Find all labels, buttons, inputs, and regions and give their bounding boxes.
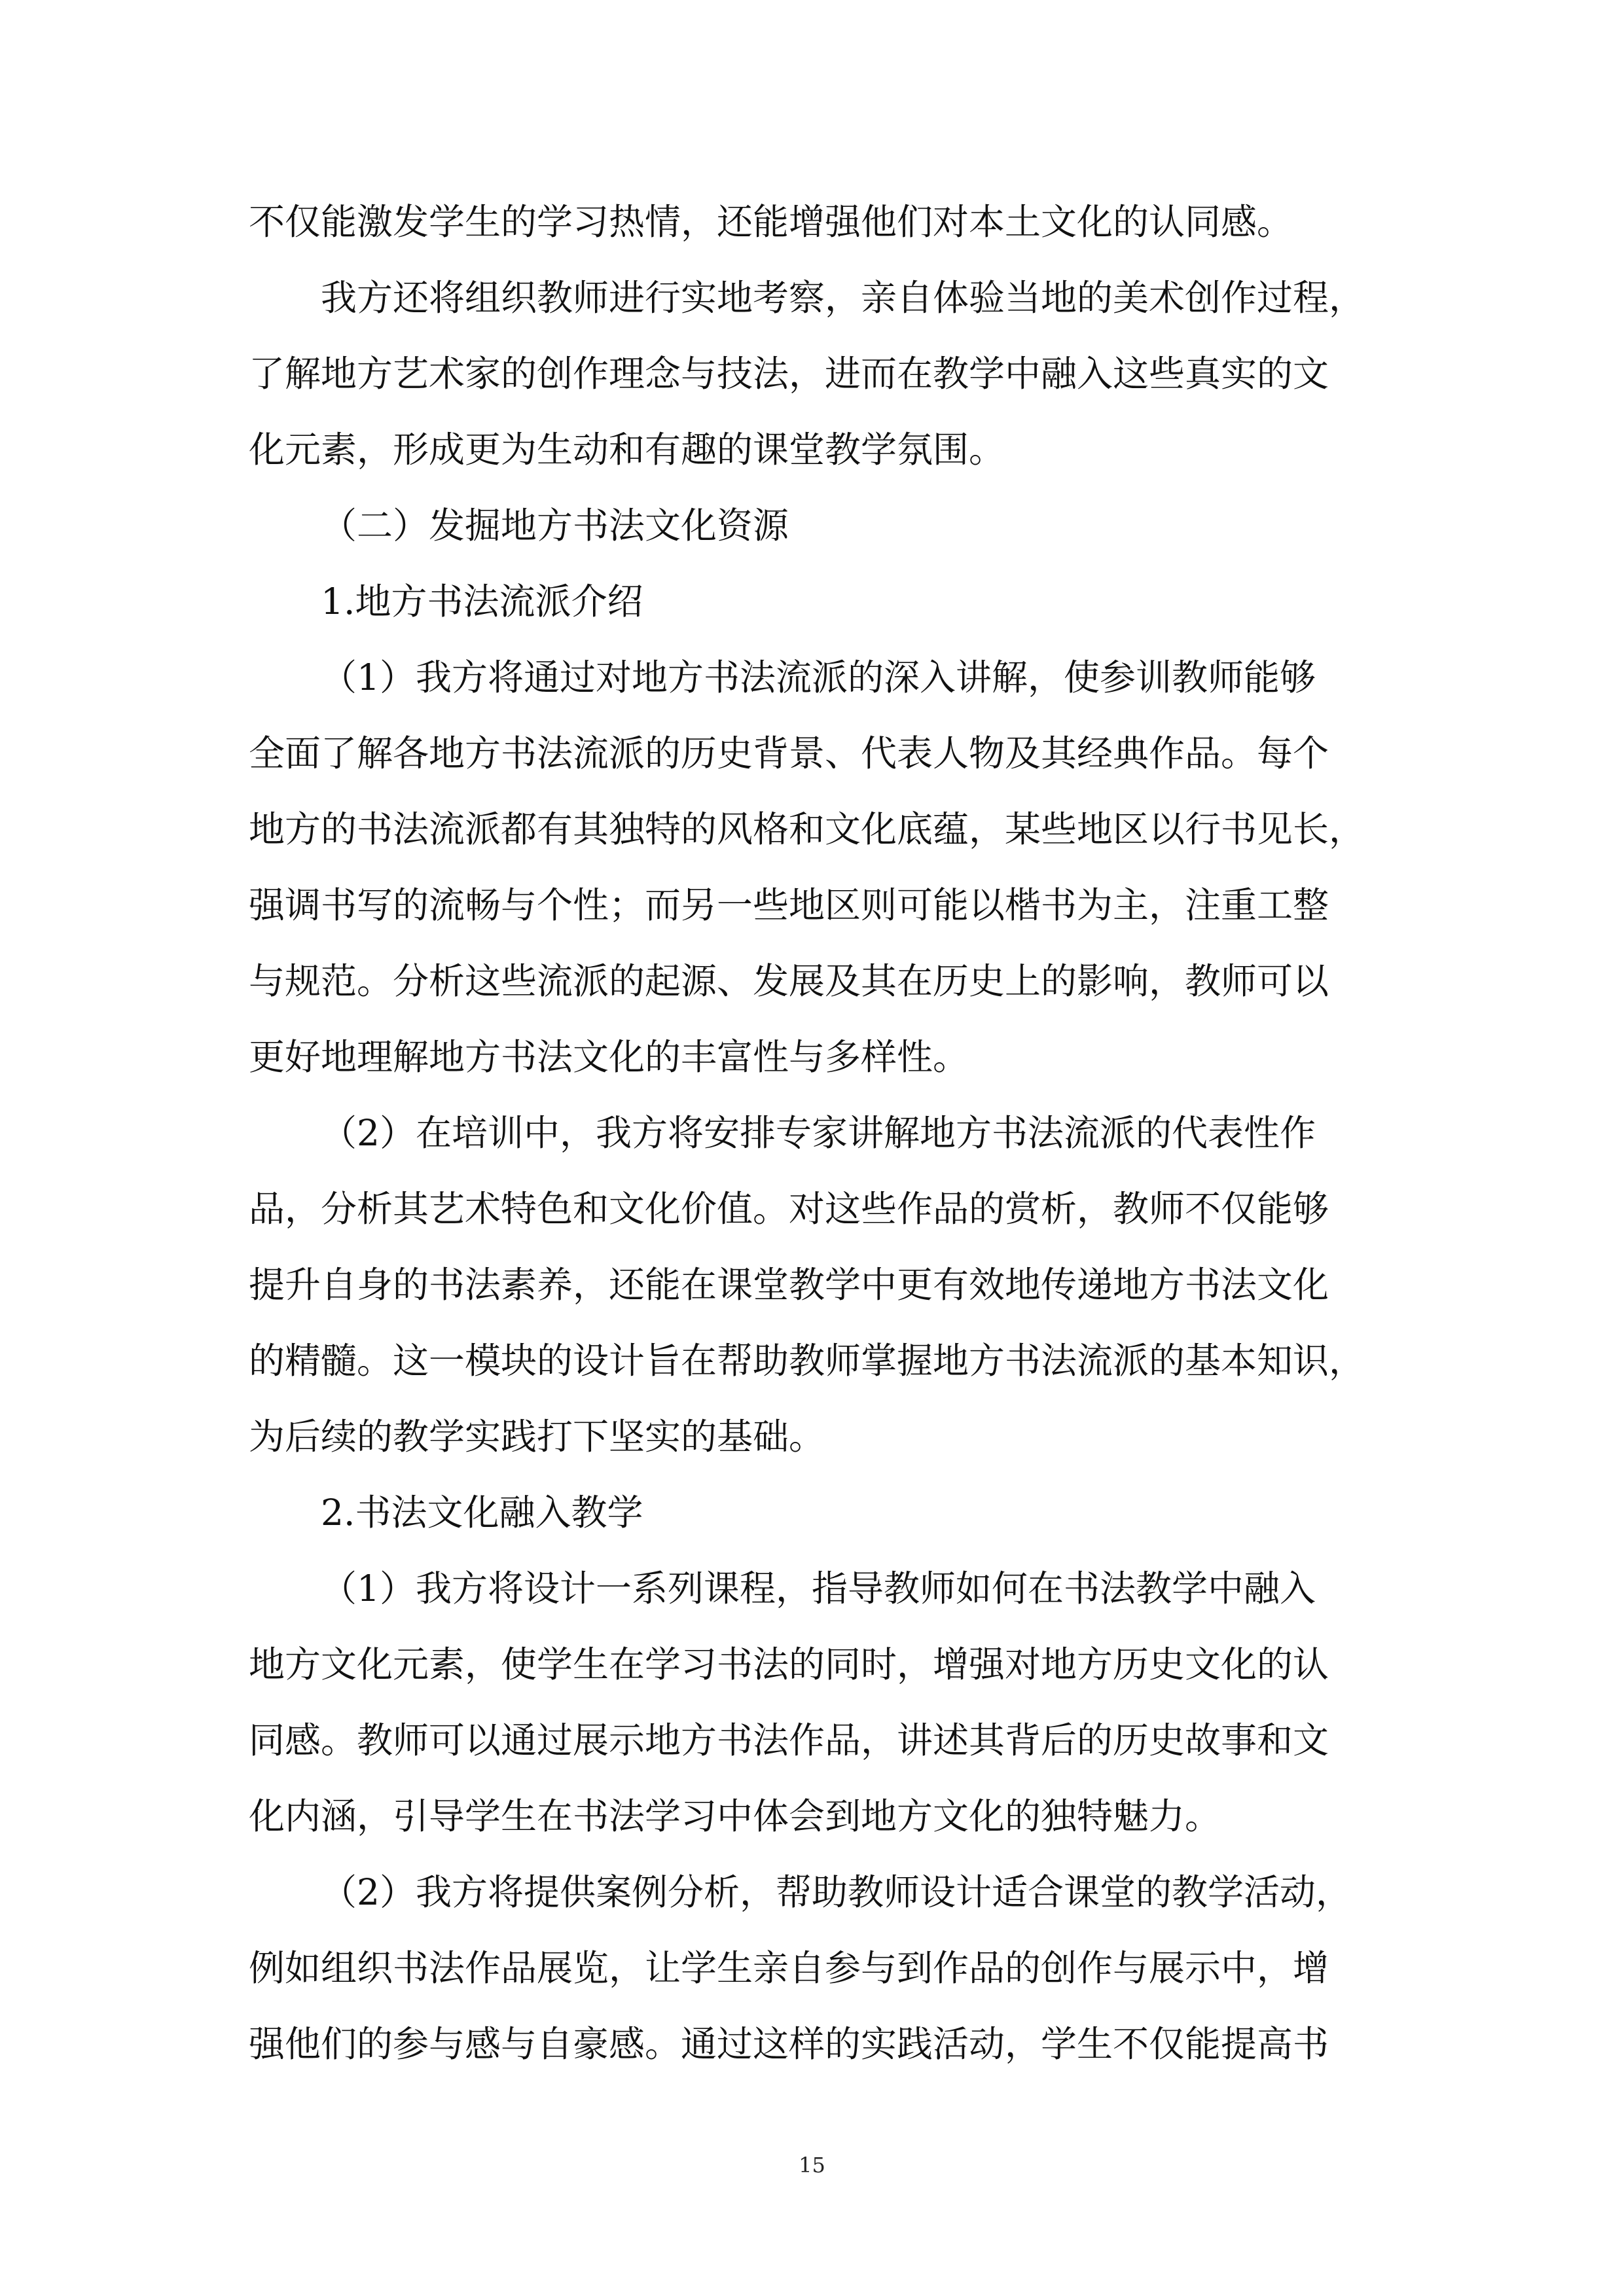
text-line: 化内涵，引导学生在书法学习中体会到地方文化的独特魅力。 <box>249 1795 1221 1837</box>
text-line: 强他们的参与感与自豪感。通过这样的实践活动，学生不仅能提高书 <box>249 2023 1329 2065</box>
text-line: 的精髓。这一模块的设计旨在帮助教师掌握地方书法流派的基本知识， <box>249 1340 1365 1382</box>
text-line: 了解地方艺术家的创作理念与技法，进而在教学中融入这些真实的文 <box>249 353 1329 395</box>
text-line: （2）我方将提供案例分析，帮助教师设计适合课堂的教学活动， <box>321 1871 1352 1913</box>
text-line: 为后续的教学实践打下坚实的基础。 <box>249 1416 825 1458</box>
section-heading: （二）发掘地方书法文化资源 <box>321 505 789 547</box>
text-line: 例如组织书法作品展览，让学生亲自参与到作品的创作与展示中，增 <box>249 1947 1329 1989</box>
text-line: （1）我方将设计一系列课程，指导教师如何在书法教学中融入 <box>321 1568 1316 1609</box>
text-line: 地方的书法流派都有其独特的风格和文化底蕴，某些地区以行书见长， <box>249 808 1365 850</box>
text-line: 全面了解各地方书法流派的历史背景、代表人物及其经典作品。每个 <box>249 732 1329 774</box>
text-line: 更好地理解地方书法文化的丰富性与多样性。 <box>249 1036 969 1078</box>
subsection-heading: 2.书法文化融入教学 <box>321 1492 643 1534</box>
text-line: 强调书写的流畅与个性；而另一些地区则可能以楷书为主，注重工整 <box>249 884 1329 926</box>
text-line: 地方文化元素，使学生在学习书法的同时，增强对地方历史文化的认 <box>249 1643 1329 1685</box>
text-line: 提升自身的书法素养，还能在课堂教学中更有效地传递地方书法文化 <box>249 1264 1329 1306</box>
subsection-heading: 1.地方书法流派介绍 <box>321 581 643 622</box>
text-line: 品，分析其艺术特色和文化价值。对这些作品的赏析，教师不仅能够 <box>249 1188 1329 1230</box>
page-number: 15 <box>799 2153 825 2178</box>
text-line: 与规范。分析这些流派的起源、发展及其在历史上的影响，教师可以 <box>249 960 1329 1002</box>
text-line: 化元素，形成更为生动和有趣的课堂教学氛围。 <box>249 429 1005 471</box>
text-line: 我方还将组织教师进行实地考察，亲自体验当地的美术创作过程， <box>321 277 1365 319</box>
text-line: 同感。教师可以通过展示地方书法作品，讲述其背后的历史故事和文 <box>249 1719 1329 1761</box>
text-line: 不仅能激发学生的学习热情，还能增强他们对本土文化的认同感。 <box>249 201 1293 243</box>
text-line: （1）我方将通过对地方书法流派的深入讲解，使参训教师能够 <box>321 656 1316 698</box>
text-line: （2）在培训中，我方将安排专家讲解地方书法流派的代表性作 <box>321 1112 1316 1154</box>
